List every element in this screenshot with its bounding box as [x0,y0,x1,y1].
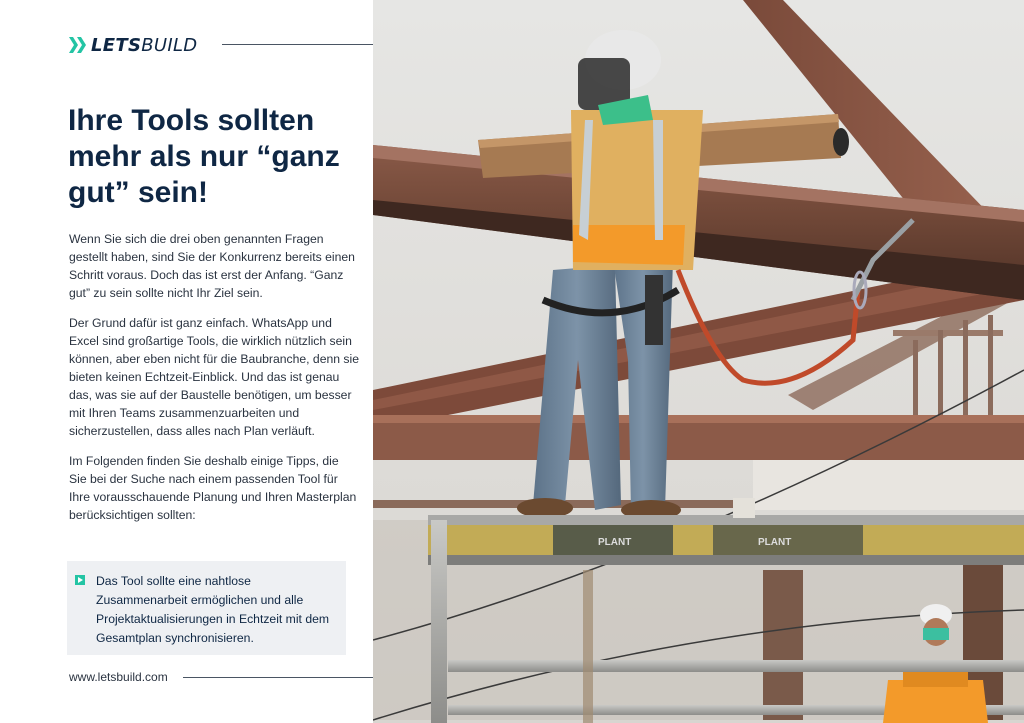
tip-callout [67,561,346,655]
page-title: Ihre Tools sollten mehr als nur “ganz gut” sein! [68,104,340,209]
text-panel [0,0,373,723]
website-link[interactable]: www.letsbuild.com [69,670,168,684]
play-bullet-icon [75,575,85,585]
logo-wordmark [91,35,197,56]
paragraph: Im Folgenden finden Sie deshalb einige Tipps, die Sie bei der Suche nach einem passenden Tool für Ihre vorausschauende Planung und Ihren Masterplan berücksichtigen sollten: [69,454,357,522]
body-text [69,230,359,536]
construction-photo [373,0,1024,723]
footer-divider [183,677,373,678]
callout-text: Das Tool sollte eine nahtlose Zusammenarbeit ermöglichen und alle Projektaktualisierungen in Echtzeit mit dem Gesamtplan synchronisieren. [96,574,330,645]
paragraph: Wenn Sie sich die drei oben genannten Fragen gestellt haben, sind Sie der Konkurrenz bereits einen Schritt voraus. Doch das ist erst der Anfang. “Ganz gut” zu sein sollte nicht Ihr Ziel sein. [69,232,355,300]
paragraph: Der Grund dafür ist ganz einfach. WhatsApp und Excel sind großartige Tools, die wirklich nützlich sein können, aber eben nicht für die Baubranche, denn sie bieten keinen Echtzeit-Einblick. Und das ist genau das, was sie auf der Baustelle benötigen, um besser mit Ihren Teams zusammenzuarbeiten und sicherzustellen, dass alles nach Plan verläuft. [69,316,360,438]
scaffold-platform [428,515,1024,565]
beam-label: PLANT [598,537,632,548]
beam-label: PLANT [758,537,792,548]
bucket [733,498,755,518]
hero-photo [373,0,1024,723]
scaffold-pole [431,520,447,723]
scaffold-rail [448,660,1024,672]
chevrons-icon [69,37,87,53]
letsbuild-logo[interactable] [69,33,197,57]
logo-wordmark-light: BUILD [141,34,198,56]
logo-wordmark-bold: LETS [91,34,142,56]
header-divider [222,44,373,45]
